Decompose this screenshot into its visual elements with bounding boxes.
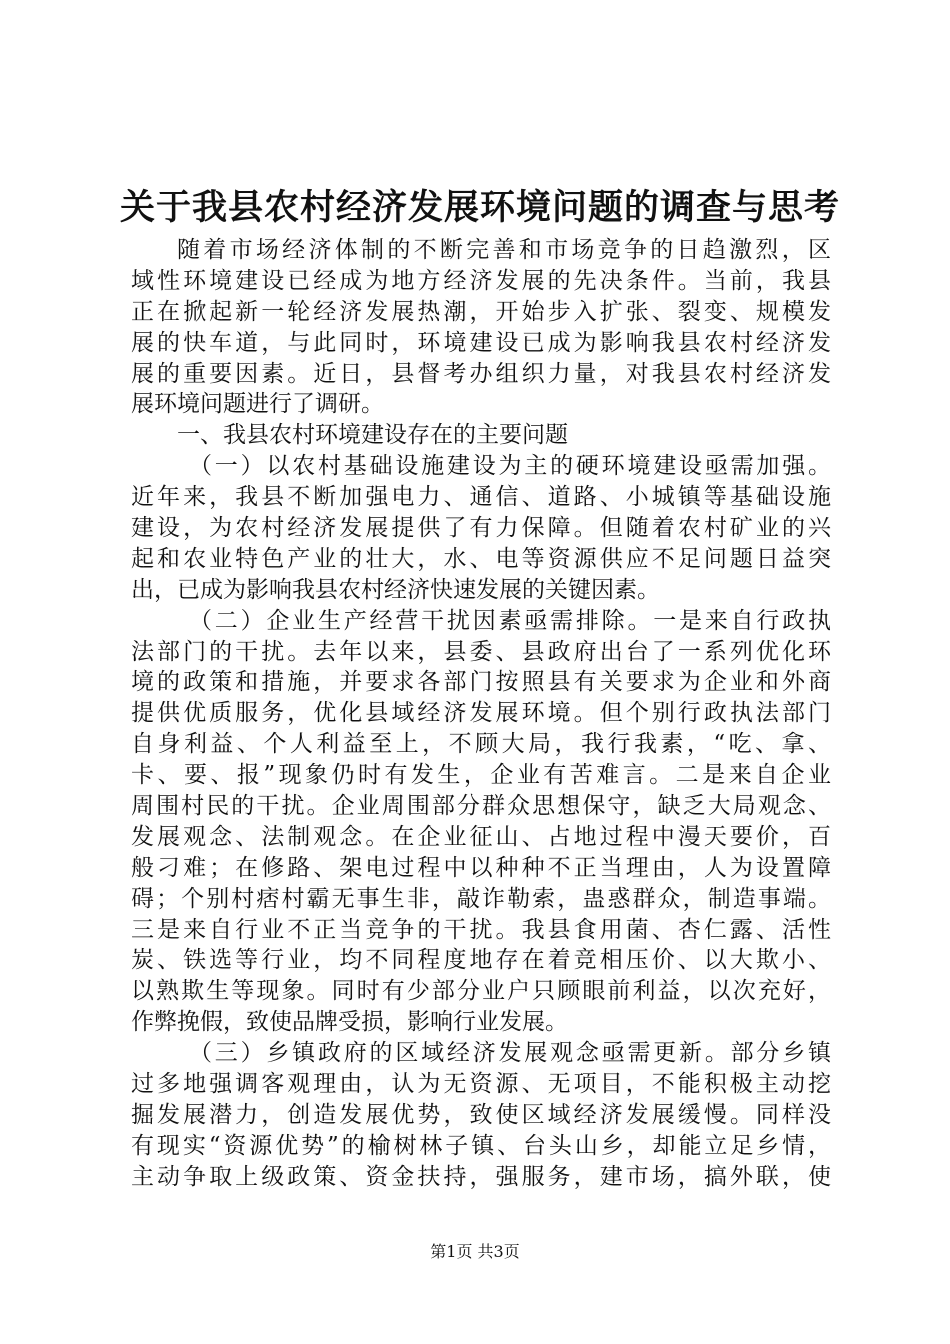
section-heading: 一、我县农村环境建设存在的主要问题	[177, 422, 568, 449]
paragraph-line: 以熟欺生等现象。同时有少部分业户只顾眼前利益，以次充好，	[131, 978, 831, 1005]
paragraph-line: 自身利益、个人利益至上，不顾大局，我行我素，“吃、拿、	[131, 731, 831, 758]
paragraph-line: 法部门的干扰。去年以来，县委、县政府出台了一系列优化环	[131, 638, 831, 665]
paragraph-line: 炭、铁选等行业，均不同程度地存在着竞相压价、以大欺小、	[131, 947, 831, 974]
subsection-heading-line: （三）乡镇政府的区域经济发展观念亟需更新。部分乡镇	[189, 1040, 831, 1067]
document-body	[131, 235, 831, 1193]
paragraph-line: 域性环境建设已经成为地方经济发展的先决条件。当前，我县	[131, 267, 831, 294]
paragraph-line: 有现实“资源优势”的榆树林子镇、台头山乡，却能立足乡情，	[131, 1132, 831, 1159]
paragraph-line: 正在掀起新一轮经济发展热潮，开始步入扩张、裂变、规模发	[131, 298, 831, 325]
subsection-heading-line: （二）企业生产经营干扰因素亟需排除。一是来自行政执	[189, 607, 831, 634]
paragraph-line: 提供优质服务，优化县域经济发展环境。但个别行政执法部门	[131, 700, 831, 727]
paragraph-line: 展环境问题进行了调研。	[131, 391, 384, 418]
paragraph-line: 境的政策和措施，并要求各部门按照县有关要求为企业和外商	[131, 669, 831, 696]
subsection-heading-line: （一）以农村基础设施建设为主的硬环境建设亟需加强。	[189, 453, 831, 480]
paragraph-line: 近年来，我县不断加强电力、通信、道路、小城镇等基础设施	[131, 484, 831, 511]
paragraph-line: 三是来自行业不正当竞争的干扰。我县食用菌、杏仁露、活性	[131, 916, 831, 943]
page-number-footer: 第1页 共3页	[430, 1242, 520, 1261]
paragraph-line: 碍；个别村痞村霸无事生非，敲诈勒索，蛊惑群众，制造事端。	[131, 885, 831, 912]
paragraph-line: 周围村民的干扰。企业周围部分群众思想保守，缺乏大局观念、	[131, 793, 831, 820]
paragraph-line: 作弊挽假，致使品牌受损，影响行业发展。	[131, 1009, 568, 1036]
paragraph-line: 发展观念、法制观念。在企业征山、占地过程中漫天要价，百	[131, 823, 831, 850]
paragraph-line: 过多地强调客观理由，认为无资源、无项目，不能积极主动挖	[131, 1071, 831, 1098]
paragraph-line: 展的快车道，与此同时，环境建设已成为影响我县农村经济发	[131, 329, 831, 356]
paragraph-line: 起和农业特色产业的壮大，水、电等资源供应不足问题日益突	[131, 545, 831, 572]
paragraph-line: 展的重要因素。近日，县督考办组织力量，对我县农村经济发	[131, 360, 831, 387]
paragraph-line: 掘发展潜力，创造发展优势，致使区域经济发展缓慢。同样没	[131, 1101, 831, 1128]
paragraph-line: 卡、要、报”现象仍时有发生，企业有苦难言。二是来自企业	[131, 762, 831, 789]
paragraph-line: 建设，为农村经济发展提供了有力保障。但随着农村矿业的兴	[131, 515, 831, 542]
paragraph-line: 出，已成为影响我县农村经济快速发展的关键因素。	[131, 576, 660, 603]
paragraph-line: 随着市场经济体制的不断完善和市场竞争的日趋激烈，区	[177, 237, 831, 263]
paragraph-line: 主动争取上级政策、资金扶持，强服务，建市场，搞外联，使	[131, 1163, 831, 1190]
document-title: 关于我县农村经济发展环境问题的调查与思考	[119, 187, 840, 228]
paragraph-line: 般刁难；在修路、架电过程中以种种不正当理由，人为设置障	[131, 854, 831, 881]
